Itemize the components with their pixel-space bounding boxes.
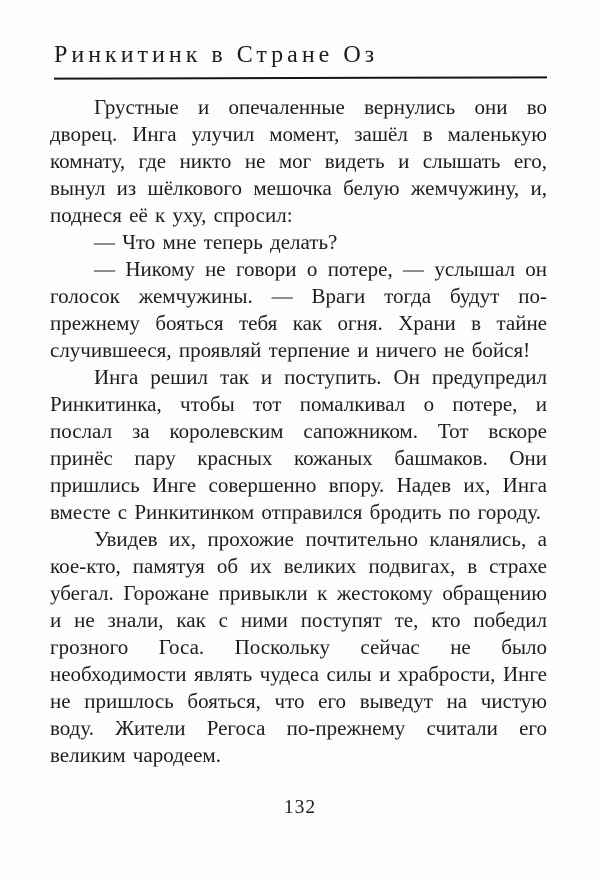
page-number: 132: [283, 797, 317, 818]
page-body: [50, 94, 547, 769]
page-title: Ринкитинк в Стране Оз: [54, 42, 379, 68]
paragraph: Инга решил так и поступить. Он предупредил Ринкитинка, чтобы тот помалкивал о потере, и послал за королевским сапожником. Тот вскоре принёс пару красных кожаных башмаков. Они пришлись Инге совершенно впору. Надев их, Инга вместе с Ринкитинком отправился бродить по городу.: [50, 364, 547, 524]
paragraph: Увидев их, прохожие почтительно кланялись, а кое-кто, памятуя об их великих подвигах, в страхе убегал. Горожане привыкли к жестокому обращению и не знали, как с ними поступят те, кто победил грозного Госа. Поскольку сейчас не было необходимости являть чудеса силы и храбрости, Инге не пришлось бояться, что его выведут на чистую воду. Жители Регоса по-прежнему считали его великим чародеем.: [50, 526, 547, 767]
header-rule: [54, 76, 547, 79]
paragraph: — Что мне теперь делать?: [94, 229, 338, 254]
running-header: [54, 42, 547, 79]
paragraph: Грустные и опечаленные вернулись они во дворец. Инга улучил момент, зашёл в маленькую комнату, где никто не мог видеть и слышать его, вынул из шёлкового мешочка белую жемчужину, и, поднеся её к уху, спросил:: [50, 94, 547, 227]
paragraph: — Никому не говори о потере, — услышал он голосок жемчужины. — Враги тогда будут по-прежнему бояться тебя как огня. Храни в тайне случившееся, проявляй терпение и ничего не бойся!: [50, 256, 547, 362]
